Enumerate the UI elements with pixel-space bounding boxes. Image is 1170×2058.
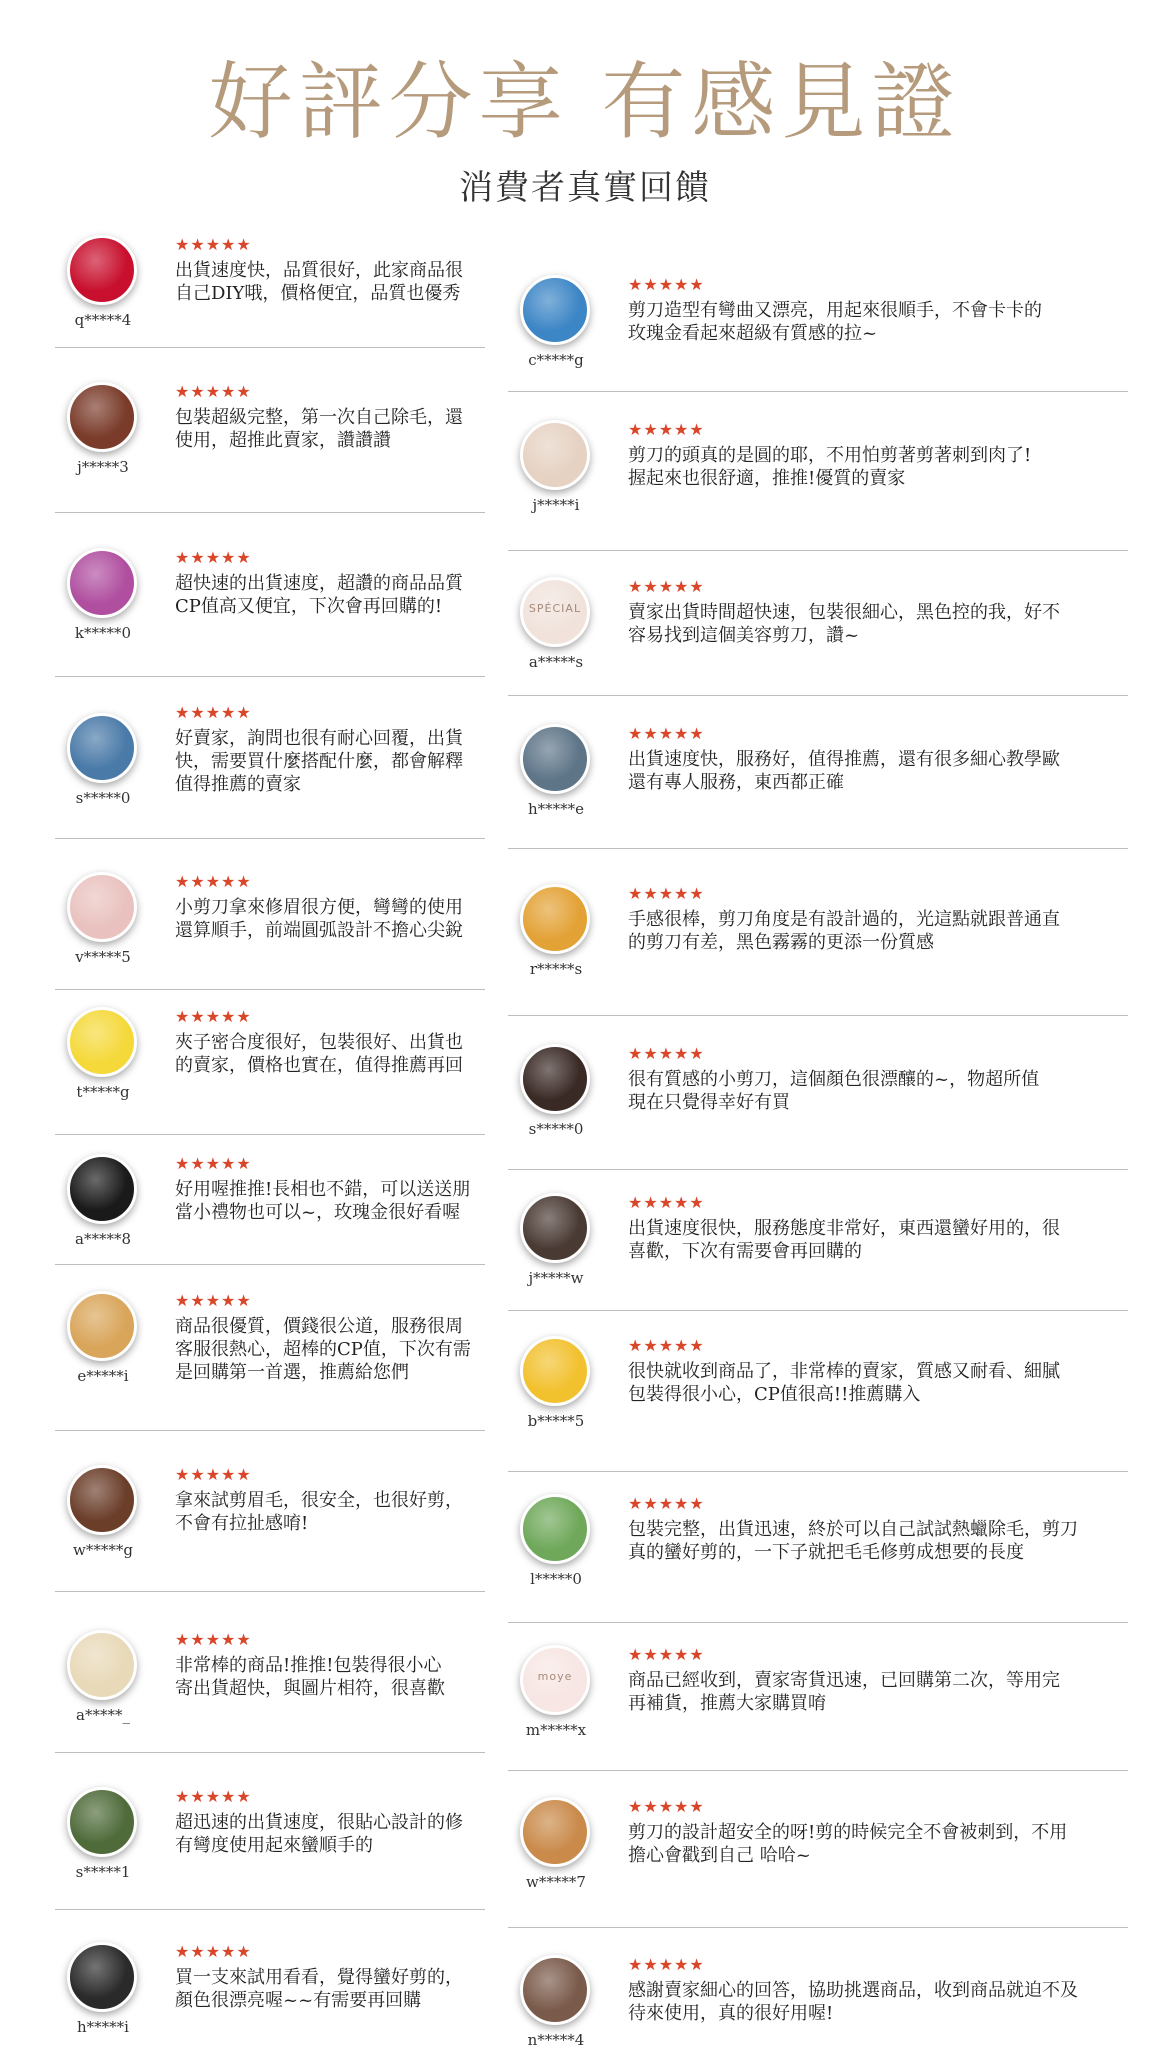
avatar <box>520 275 590 345</box>
review-text <box>175 1966 485 2012</box>
review-text <box>175 896 485 942</box>
review-text-line: 好賣家，詢問也很有耐心回覆，出貨 <box>175 728 463 749</box>
review-text <box>628 1068 1128 1114</box>
right-review-column <box>508 0 1128 2058</box>
review-text-line: 的剪刀有差，黑色霧霧的更添一份質感 <box>628 932 934 953</box>
review-text-line: 超快速的出貨速度，超讚的商品品質 <box>175 573 463 594</box>
review-text-line: 夾子密合度很好，包裝很好、出貨也 <box>175 1032 463 1053</box>
avatar <box>67 1630 137 1700</box>
review-card <box>508 1645 1128 1771</box>
review-text-line: 的賣家，價格也實在，值得推薦再回 <box>175 1055 463 1076</box>
review-text-line: 很有質感的小剪刀，這個顏色很漂釀的~，物超所值 <box>628 1069 1040 1090</box>
review-card <box>508 275 1128 392</box>
review-text-line: 再補貨，推薦大家購買唷 <box>628 1693 826 1714</box>
review-text-line: 包裝得很小心，CP值很高!!推薦購入 <box>628 1384 921 1405</box>
review-text-line: 握起來也很舒適，推推!優質的賣家 <box>628 468 906 489</box>
review-card <box>55 1465 485 1592</box>
review-text-line: 包裝超級完整，第一次自己除毛，還 <box>175 407 463 428</box>
review-card <box>508 1494 1128 1623</box>
avatar <box>67 1291 137 1361</box>
review-text <box>628 1821 1128 1867</box>
review-card <box>508 577 1128 696</box>
avatar <box>520 1044 590 1114</box>
star-rating: ★★★★★ <box>628 1955 705 1974</box>
review-card <box>55 548 485 677</box>
review-card <box>55 235 485 348</box>
avatar <box>67 872 137 942</box>
review-text-line: 當小禮物也可以~，玫瑰金很好看喔 <box>175 1202 461 1223</box>
star-rating: ★★★★★ <box>628 420 705 439</box>
reviewer-name: j*****w <box>528 1269 584 1287</box>
review-text-line: 包裝完整，出貨迅速，終於可以自己試試熱蠟除毛，剪刀 <box>628 1519 1078 1540</box>
avatar <box>67 548 137 618</box>
review-card <box>55 1007 485 1135</box>
review-text-line: CP值高又便宜，下次會再回購的! <box>175 596 443 617</box>
review-text-line: 好用喔推推!長相也不錯，可以送送朋 <box>175 1179 471 1200</box>
star-rating: ★★★★★ <box>628 724 705 743</box>
review-text-line: 還算順手，前端圓弧設計不擔心尖銳 <box>175 920 463 941</box>
reviewer-name: s*****1 <box>75 1863 131 1881</box>
review-text <box>175 259 485 305</box>
review-card <box>55 382 485 513</box>
review-text <box>628 444 1128 490</box>
avatar <box>67 1007 137 1077</box>
review-text-line: 客服很熱心，超棒的CP值，下次有需 <box>175 1339 471 1360</box>
review-text <box>628 1979 1128 2025</box>
review-card <box>508 724 1128 849</box>
review-text-line: 剪刀的設計超安全的呀!剪的時候完全不會被刺到，不用 <box>628 1822 1068 1843</box>
review-card <box>508 1336 1128 1472</box>
reviewer-name: j*****i <box>532 496 580 514</box>
review-card <box>508 1193 1128 1311</box>
reviewer-name: c*****g <box>528 351 584 369</box>
review-text-line: 很快就收到商品了，非常棒的賣家，質感又耐看、細膩 <box>628 1361 1060 1382</box>
reviewer-name: s*****0 <box>75 789 131 807</box>
review-text-line: 待來使用，真的很好用喔! <box>628 2003 834 2024</box>
review-text-line: 擔心會戳到自己 哈哈~ <box>628 1845 811 1866</box>
star-rating: ★★★★★ <box>628 1193 705 1212</box>
review-card <box>508 1044 1128 1170</box>
review-text-line: 使用，超推此賣家，讚讚讚 <box>175 430 391 451</box>
review-text <box>628 908 1128 954</box>
review-text-line: 寄出貨超快，與圖片相符，很喜歡 <box>175 1678 445 1699</box>
review-text-line: 自己DIY哦，價格便宜，品質也優秀 <box>175 283 461 304</box>
review-card <box>55 1630 485 1753</box>
reviewer-name: w*****g <box>73 1541 133 1559</box>
star-rating: ★★★★★ <box>628 577 705 596</box>
review-text-line: 商品很優質，價錢很公道，服務很周 <box>175 1316 463 1337</box>
avatar <box>520 884 590 954</box>
review-text <box>628 601 1128 647</box>
review-text <box>628 748 1128 794</box>
star-rating: ★★★★★ <box>175 1154 252 1173</box>
reviewer-name: h*****e <box>527 800 585 818</box>
reviewer-name: k*****0 <box>74 624 132 642</box>
reviewer-name: m*****x <box>525 1721 587 1739</box>
review-card <box>55 872 485 990</box>
review-card <box>55 1942 485 2058</box>
review-text-line: 快，需要買什麼搭配什麼，都會解釋 <box>175 751 463 772</box>
star-rating: ★★★★★ <box>628 1494 705 1513</box>
star-rating: ★★★★★ <box>628 1336 705 1355</box>
review-text-line: 出貨速度很快，服務態度非常好，東西還蠻好用的，很 <box>628 1218 1060 1239</box>
avatar <box>520 1494 590 1564</box>
reviewer-name: b*****5 <box>527 1412 585 1430</box>
avatar-logo-text: moye <box>537 1670 573 1683</box>
review-text <box>175 1315 485 1384</box>
avatar <box>67 1154 137 1224</box>
avatar-logo-text: SPÉCIAL <box>528 602 582 615</box>
review-text-line: 顏色很漂亮喔~~有需要再回購 <box>175 1990 422 2011</box>
review-text <box>628 1669 1128 1715</box>
page-subtitle: 消費者真實回饋 <box>459 168 711 208</box>
reviewer-name: s*****0 <box>528 1120 584 1138</box>
review-text-line: 現在只覺得幸好有買 <box>628 1092 790 1113</box>
review-card <box>508 1797 1128 1928</box>
review-text <box>175 727 485 796</box>
review-text <box>628 299 1128 345</box>
star-rating: ★★★★★ <box>175 1007 252 1026</box>
reviewer-name: a*****_ <box>76 1706 130 1724</box>
star-rating: ★★★★★ <box>628 1645 705 1664</box>
reviewer-name: v*****5 <box>75 948 131 966</box>
avatar <box>520 1955 590 2025</box>
review-text-line: 不會有拉扯感唷! <box>175 1513 309 1534</box>
reviewer-name: r*****s <box>529 960 583 978</box>
reviewer-name: l*****0 <box>530 1570 582 1588</box>
review-text-line: 還有專人服務，東西都正確 <box>628 772 844 793</box>
review-card <box>55 703 485 839</box>
review-text-line: 是回購第一首選，推薦給您們 <box>175 1362 409 1383</box>
avatar <box>67 1942 137 2012</box>
review-text-line: 玫瑰金看起來超級有質感的拉~ <box>628 323 878 344</box>
page-title: 好評分享 有感見證 <box>208 53 962 151</box>
review-text-line: 剪刀造型有彎曲又漂亮，用起來很順手，不會卡卡的 <box>628 300 1042 321</box>
review-card <box>55 1291 485 1431</box>
review-text-line: 商品已經收到，賣家寄貨迅速，已回購第二次，等用完 <box>628 1670 1060 1691</box>
review-text <box>175 1811 485 1857</box>
review-card <box>55 1154 485 1265</box>
reviewer-name: a*****s <box>528 653 584 671</box>
star-rating: ★★★★★ <box>628 1044 705 1063</box>
review-text <box>628 1217 1128 1263</box>
review-card <box>508 420 1128 551</box>
reviewer-name: h*****i <box>77 2018 129 2036</box>
left-review-column <box>55 0 485 2058</box>
avatar <box>520 1797 590 1867</box>
review-text-line: 剪刀的頭真的是圓的耶，不用怕剪著剪著刺到肉了! <box>628 445 1032 466</box>
review-text-line: 出貨速度快，品質很好，此家商品很 <box>175 260 463 281</box>
reviewer-name: a*****8 <box>75 1230 131 1248</box>
avatar <box>67 382 137 452</box>
review-text <box>175 406 485 452</box>
reviewer-name: e*****i <box>77 1367 129 1385</box>
review-text <box>628 1360 1128 1406</box>
review-text-line: 小剪刀拿來修眉很方便，彎彎的使用 <box>175 897 463 918</box>
star-rating: ★★★★★ <box>175 1630 252 1649</box>
review-text <box>628 1518 1128 1564</box>
review-text <box>175 1178 485 1224</box>
review-card <box>508 884 1128 1016</box>
star-rating: ★★★★★ <box>175 382 252 401</box>
review-text-line: 手感很棒，剪刀角度是有設計過的，光這點就跟普通直 <box>628 909 1060 930</box>
review-text-line: 出貨速度快，服務好，值得推薦，還有很多細心教學歐 <box>628 749 1060 770</box>
reviewer-name: n*****4 <box>527 2031 585 2049</box>
star-rating: ★★★★★ <box>628 884 705 903</box>
avatar <box>520 1193 590 1263</box>
review-text-line: 拿來試剪眉毛，很安全，也很好剪， <box>175 1490 463 1511</box>
review-text-line: 容易找到這個美容剪刀，讚~ <box>628 625 860 646</box>
star-rating: ★★★★★ <box>175 872 252 891</box>
review-card <box>55 1787 485 1910</box>
avatar <box>520 724 590 794</box>
review-text <box>175 1654 485 1700</box>
reviewer-name: w*****7 <box>526 1873 586 1891</box>
star-rating: ★★★★★ <box>175 548 252 567</box>
review-text-line: 有彎度使用起來蠻順手的 <box>175 1835 373 1856</box>
review-text-line: 賣家出貨時間超快速，包裝很細心，黑色控的我，好不 <box>628 602 1060 623</box>
review-text <box>175 1031 485 1077</box>
reviewer-name: q*****4 <box>74 311 132 329</box>
review-text-line: 值得推薦的賣家 <box>175 774 301 795</box>
review-text-line: 買一支來試用看看，覺得蠻好剪的， <box>175 1967 463 1988</box>
avatar <box>520 577 590 647</box>
star-rating: ★★★★★ <box>175 1291 252 1310</box>
star-rating: ★★★★★ <box>175 1465 252 1484</box>
review-text-line: 非常棒的商品!推推!包裝得很小心 <box>175 1655 442 1676</box>
avatar <box>520 1645 590 1715</box>
review-card <box>508 1955 1128 2058</box>
star-rating: ★★★★★ <box>175 235 252 254</box>
star-rating: ★★★★★ <box>175 703 252 722</box>
star-rating: ★★★★★ <box>175 1787 252 1806</box>
review-text-line: 喜歡，下次有需要會再回購的 <box>628 1241 862 1262</box>
avatar <box>67 713 137 783</box>
reviewer-name: t*****g <box>76 1083 130 1101</box>
avatar <box>520 420 590 490</box>
star-rating: ★★★★★ <box>628 1797 705 1816</box>
avatar <box>520 1336 590 1406</box>
review-text-line: 真的蠻好剪的，一下子就把毛毛修剪成想要的長度 <box>628 1542 1024 1563</box>
avatar <box>67 235 137 305</box>
review-text <box>175 572 485 618</box>
avatar <box>67 1787 137 1857</box>
avatar <box>67 1465 137 1535</box>
star-rating: ★★★★★ <box>628 275 705 294</box>
review-text <box>175 1489 485 1535</box>
reviewer-name: j*****3 <box>77 458 129 476</box>
star-rating: ★★★★★ <box>175 1942 252 1961</box>
review-text-line: 超迅速的出貨速度，很貼心設計的修 <box>175 1812 463 1833</box>
review-text-line: 感謝賣家細心的回答，協助挑選商品，收到商品就迫不及 <box>628 1980 1078 2001</box>
